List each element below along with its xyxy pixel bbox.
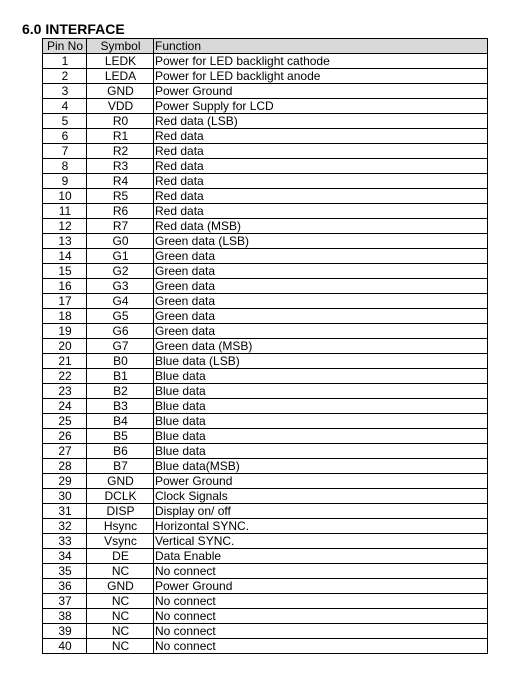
symbol-cell: R7 — [87, 219, 154, 234]
symbol-cell: DE — [87, 549, 154, 564]
function-cell: Red data (LSB) — [154, 114, 488, 129]
pin-number-cell: 25 — [43, 414, 87, 429]
symbol-cell: NC — [87, 639, 154, 654]
function-cell: Blue data — [154, 399, 488, 414]
function-cell: Power Supply for LCD — [154, 99, 488, 114]
symbol-cell: G5 — [87, 309, 154, 324]
pin-number-cell: 15 — [43, 264, 87, 279]
table-row — [43, 294, 488, 309]
symbol-cell: B5 — [87, 429, 154, 444]
pin-number-cell: 40 — [43, 639, 87, 654]
pin-number-cell: 19 — [43, 324, 87, 339]
pin-number-cell: 23 — [43, 384, 87, 399]
table-row — [43, 159, 488, 174]
table-row — [43, 594, 488, 609]
pin-number-cell: 27 — [43, 444, 87, 459]
function-cell: Green data — [154, 249, 488, 264]
symbol-cell: G2 — [87, 264, 154, 279]
pin-number-cell: 22 — [43, 369, 87, 384]
symbol-cell: NC — [87, 624, 154, 639]
table-row — [43, 339, 488, 354]
pin-number-cell: 33 — [43, 534, 87, 549]
table-row — [43, 264, 488, 279]
header-function: Function — [154, 39, 488, 54]
table-row — [43, 69, 488, 84]
pin-number-cell: 18 — [43, 309, 87, 324]
pin-number-cell: 12 — [43, 219, 87, 234]
symbol-cell: GND — [87, 84, 154, 99]
pin-number-cell: 37 — [43, 594, 87, 609]
symbol-cell: GND — [87, 474, 154, 489]
pin-number-cell: 3 — [43, 84, 87, 99]
symbol-cell: Vsync — [87, 534, 154, 549]
table-row — [43, 249, 488, 264]
table-body — [43, 54, 488, 654]
symbol-cell: DISP — [87, 504, 154, 519]
symbol-cell: R0 — [87, 114, 154, 129]
table-row — [43, 429, 488, 444]
function-cell: Display on/ off — [154, 504, 488, 519]
table-row — [43, 204, 488, 219]
symbol-cell: R5 — [87, 189, 154, 204]
function-cell: Vertical SYNC. — [154, 534, 488, 549]
symbol-cell: G3 — [87, 279, 154, 294]
table-row — [43, 639, 488, 654]
function-cell: No connect — [154, 639, 488, 654]
table-row — [43, 459, 488, 474]
symbol-cell: NC — [87, 609, 154, 624]
symbol-cell: B1 — [87, 369, 154, 384]
table-row — [43, 474, 488, 489]
symbol-cell: Hsync — [87, 519, 154, 534]
pin-number-cell: 2 — [43, 69, 87, 84]
function-cell: Green data — [154, 279, 488, 294]
function-cell: Green data — [154, 324, 488, 339]
function-cell: Power for LED backlight anode — [154, 69, 488, 84]
pin-number-cell: 21 — [43, 354, 87, 369]
symbol-cell: G7 — [87, 339, 154, 354]
table-row — [43, 99, 488, 114]
table-row — [43, 489, 488, 504]
pin-number-cell: 39 — [43, 624, 87, 639]
symbol-cell: LEDK — [87, 54, 154, 69]
function-cell: Data Enable — [154, 549, 488, 564]
symbol-cell: R3 — [87, 159, 154, 174]
symbol-cell: LEDA — [87, 69, 154, 84]
function-cell: Blue data(MSB) — [154, 459, 488, 474]
symbol-cell: G4 — [87, 294, 154, 309]
table-row — [43, 114, 488, 129]
pin-number-cell: 17 — [43, 294, 87, 309]
table-row — [43, 369, 488, 384]
symbol-cell: VDD — [87, 99, 154, 114]
symbol-cell: G0 — [87, 234, 154, 249]
function-cell: No connect — [154, 624, 488, 639]
table-row — [43, 219, 488, 234]
symbol-cell: R6 — [87, 204, 154, 219]
pin-number-cell: 10 — [43, 189, 87, 204]
pin-number-cell: 6 — [43, 129, 87, 144]
function-cell: Blue data — [154, 444, 488, 459]
symbol-cell: R4 — [87, 174, 154, 189]
pin-number-cell: 20 — [43, 339, 87, 354]
table-row — [43, 84, 488, 99]
symbol-cell: B0 — [87, 354, 154, 369]
pin-number-cell: 7 — [43, 144, 87, 159]
symbol-cell: GND — [87, 579, 154, 594]
pin-number-cell: 36 — [43, 579, 87, 594]
table-row — [43, 324, 488, 339]
table-row — [43, 234, 488, 249]
symbol-cell: B6 — [87, 444, 154, 459]
function-cell: Power for LED backlight cathode — [154, 54, 488, 69]
function-cell: Power Ground — [154, 474, 488, 489]
function-cell: Power Ground — [154, 84, 488, 99]
pin-number-cell: 29 — [43, 474, 87, 489]
pin-number-cell: 38 — [43, 609, 87, 624]
function-cell: Red data (MSB) — [154, 219, 488, 234]
function-cell: Green data (MSB) — [154, 339, 488, 354]
table-row — [43, 174, 488, 189]
table-row — [43, 399, 488, 414]
function-cell: Horizontal SYNC. — [154, 519, 488, 534]
symbol-cell: B7 — [87, 459, 154, 474]
table-row — [43, 279, 488, 294]
function-cell: Blue data — [154, 369, 488, 384]
table-row — [43, 309, 488, 324]
symbol-cell: B2 — [87, 384, 154, 399]
function-cell: Blue data — [154, 414, 488, 429]
pin-number-cell: 31 — [43, 504, 87, 519]
pin-number-cell: 28 — [43, 459, 87, 474]
table-row — [43, 384, 488, 399]
function-cell: Green data (LSB) — [154, 234, 488, 249]
header-symbol: Symbol — [87, 39, 154, 54]
pin-number-cell: 30 — [43, 489, 87, 504]
table-header — [43, 39, 488, 54]
symbol-cell: R1 — [87, 129, 154, 144]
symbol-cell: B3 — [87, 399, 154, 414]
pin-number-cell: 5 — [43, 114, 87, 129]
pin-number-cell: 8 — [43, 159, 87, 174]
header-pin-no: Pin No — [43, 39, 87, 54]
table-row — [43, 414, 488, 429]
symbol-cell: G1 — [87, 249, 154, 264]
symbol-cell: DCLK — [87, 489, 154, 504]
pin-number-cell: 9 — [43, 174, 87, 189]
function-cell: Blue data — [154, 384, 488, 399]
function-cell: Green data — [154, 309, 488, 324]
function-cell: Red data — [154, 174, 488, 189]
table-row — [43, 579, 488, 594]
pin-number-cell: 1 — [43, 54, 87, 69]
function-cell: No connect — [154, 609, 488, 624]
table-row — [43, 444, 488, 459]
table-row — [43, 519, 488, 534]
pin-number-cell: 24 — [43, 399, 87, 414]
table-row — [43, 129, 488, 144]
function-cell: Red data — [154, 159, 488, 174]
function-cell: No connect — [154, 594, 488, 609]
symbol-cell: B4 — [87, 414, 154, 429]
header-row — [43, 39, 488, 54]
symbol-cell: NC — [87, 594, 154, 609]
symbol-cell: NC — [87, 564, 154, 579]
table-row — [43, 189, 488, 204]
pin-number-cell: 26 — [43, 429, 87, 444]
section-title: 6.0 INTERFACE — [22, 21, 125, 37]
table-row — [43, 624, 488, 639]
pin-number-cell: 16 — [43, 279, 87, 294]
pin-number-cell: 4 — [43, 99, 87, 114]
pin-number-cell: 14 — [43, 249, 87, 264]
table-row — [43, 564, 488, 579]
pin-interface-table — [42, 38, 488, 654]
function-cell: Red data — [154, 129, 488, 144]
table-row — [43, 534, 488, 549]
pin-number-cell: 32 — [43, 519, 87, 534]
table-row — [43, 354, 488, 369]
table-row — [43, 144, 488, 159]
function-cell: No connect — [154, 564, 488, 579]
table-row — [43, 504, 488, 519]
pin-number-cell: 11 — [43, 204, 87, 219]
function-cell: Red data — [154, 189, 488, 204]
symbol-cell: G6 — [87, 324, 154, 339]
function-cell: Green data — [154, 264, 488, 279]
pin-number-cell: 35 — [43, 564, 87, 579]
function-cell: Blue data (LSB) — [154, 354, 488, 369]
table-row — [43, 609, 488, 624]
function-cell: Red data — [154, 144, 488, 159]
function-cell: Blue data — [154, 429, 488, 444]
symbol-cell: R2 — [87, 144, 154, 159]
pin-number-cell: 34 — [43, 549, 87, 564]
table-row — [43, 549, 488, 564]
table-row — [43, 54, 488, 69]
function-cell: Green data — [154, 294, 488, 309]
pin-number-cell: 13 — [43, 234, 87, 249]
function-cell: Red data — [154, 204, 488, 219]
function-cell: Power Ground — [154, 579, 488, 594]
function-cell: Clock Signals — [154, 489, 488, 504]
